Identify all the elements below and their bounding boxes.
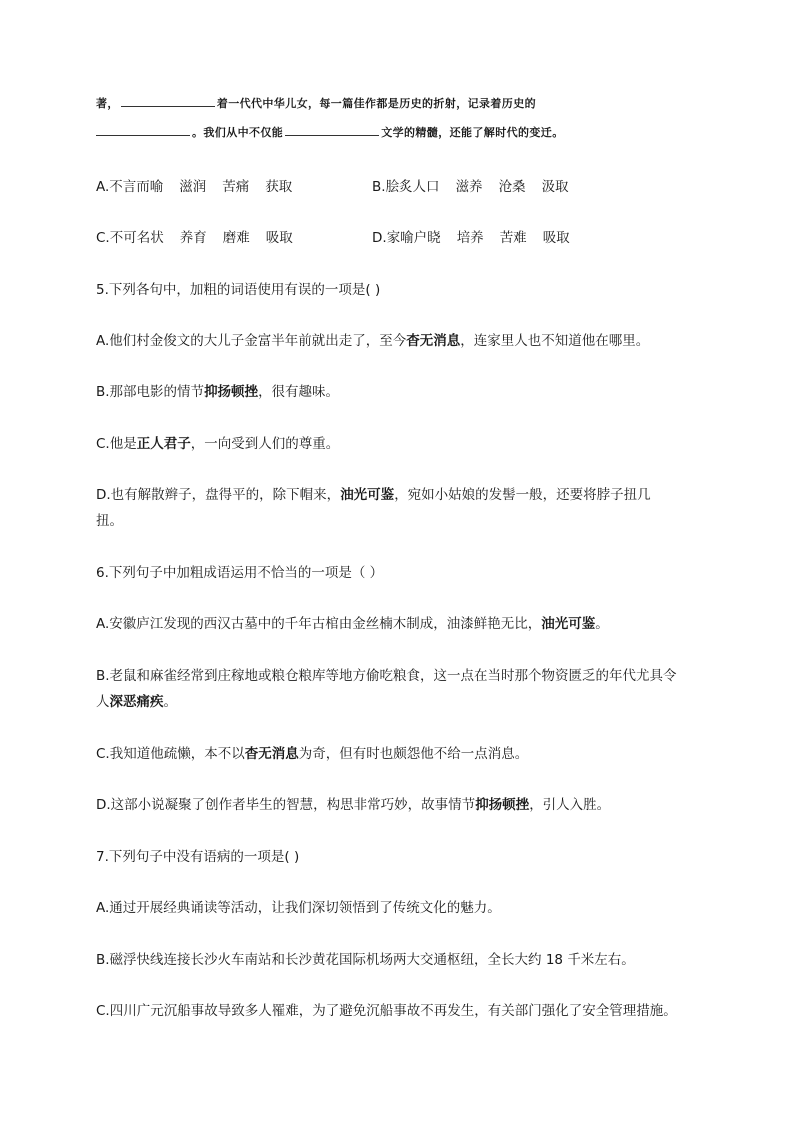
option-word: 苦难 — [499, 230, 527, 246]
bold-idiom: 抑扬顿挫 — [204, 384, 259, 400]
q4-option-a — [96, 178, 308, 197]
option-text: D.这部小说凝聚了创作者毕生的智慧，构思非常巧妙，故事情节 — [96, 797, 476, 813]
option-word: 不可名状 — [109, 230, 164, 246]
q5-option-d — [96, 486, 651, 505]
bold-idiom: 油光可鉴 — [541, 616, 596, 632]
option-word: 吸取 — [542, 230, 570, 246]
fill-blank — [121, 95, 215, 107]
option-word: 滋润 — [179, 179, 207, 195]
bold-idiom: 杳无消息 — [406, 333, 461, 349]
option-word: 汲取 — [541, 179, 569, 195]
bold-idiom: 深恶痛疾 — [109, 694, 164, 710]
q4-option-c — [96, 229, 309, 248]
bold-idiom: 正人君子 — [136, 436, 191, 452]
q4-option-d — [372, 229, 586, 248]
fill-blank — [285, 124, 379, 136]
bold-idiom: 杳无消息 — [244, 746, 299, 762]
option-word: 脍炙人口 — [385, 179, 440, 195]
q6-stem: 6.下列句子中加粗成语运用不恰当的一项是（ ） — [96, 565, 384, 581]
option-text: 。 — [163, 694, 177, 710]
option-letter: B. — [372, 179, 386, 195]
intro-text: 着一代代中华儿女，每一篇佳作都是历史的折射，记录着历史的 — [216, 97, 537, 110]
option-text: A.他们村金俊文的大儿子金富半年前就出走了，至今 — [96, 333, 407, 349]
q5-option-d-cont: 扭。 — [96, 513, 123, 529]
q6-option-d — [96, 796, 610, 815]
option-text: A.安徽庐江发现的西汉古墓中的千年古棺由金丝楠木制成，油漆鲜艳无比， — [96, 616, 542, 632]
option-text: C.我知道他疏懒，本不以 — [96, 746, 245, 762]
q7-option-c: C.四川广元沉船事故导致多人罹难，为了避免沉船事故不再发生，有关部门强化了安全管理措施。 — [96, 1003, 677, 1019]
q5-option-b — [96, 383, 339, 402]
option-letter: C. — [96, 230, 110, 246]
q6-option-b-cont — [96, 693, 177, 712]
q6-option-a — [96, 615, 609, 634]
intro-line-1 — [96, 95, 536, 111]
option-word: 吸取 — [265, 230, 293, 246]
option-word: 苦痛 — [222, 179, 250, 195]
option-text: C.他是 — [96, 436, 137, 452]
bold-idiom: 油光可鉴 — [340, 487, 395, 503]
option-text: D.也有解散辫子，盘得平的，除下帽来， — [96, 487, 341, 503]
option-text: ，宛如小姑娘的发髻一般，还要将脖子扭几 — [394, 487, 651, 503]
option-letter: A. — [96, 179, 110, 195]
option-text: ，很有趣味。 — [258, 384, 340, 400]
option-text: 为奇，但有时也颇怨他不给一点消息。 — [298, 746, 529, 762]
intro-line-2 — [96, 124, 564, 140]
intro-text: 。我们从中不仅能 — [192, 126, 284, 139]
option-word: 滋养 — [455, 179, 483, 195]
option-word: 不言而喻 — [109, 179, 164, 195]
fill-blank — [96, 124, 190, 136]
q7-stem: 7.下列句子中没有语病的一项是( ) — [96, 849, 300, 865]
q5-stem: 5.下列各句中，加粗的词语使用有误的一项是( ) — [96, 282, 381, 298]
option-word: 培养 — [456, 230, 484, 246]
option-word: 沧桑 — [498, 179, 526, 195]
q5-option-c — [96, 435, 339, 454]
option-word: 养育 — [179, 230, 207, 246]
option-word: 获取 — [265, 179, 293, 195]
q7-option-b: B.磁浮快线连接长沙火车南站和长沙黄花国际机场两大交通枢纽，全长大约 18 千米左右。 — [96, 952, 635, 968]
option-letter: D. — [372, 230, 387, 246]
q6-option-b: B.老鼠和麻雀经常到庄稼地或粮仓粮库等地方偷吃粮食，这一点在当时那个物资匮乏的年代尤具令 — [96, 668, 677, 684]
option-text: ，引人入胜。 — [529, 797, 611, 813]
intro-text: 著， — [96, 97, 119, 110]
q5-option-a — [96, 332, 649, 351]
q6-option-c — [96, 745, 528, 764]
intro-text: 文学的精髓，还能了解时代的变迁。 — [381, 126, 564, 139]
bold-idiom: 抑扬顿挫 — [475, 797, 530, 813]
option-text: ，连家里人也不知道他在哪里。 — [460, 333, 650, 349]
option-word: 磨难 — [222, 230, 250, 246]
option-text: 。 — [595, 616, 609, 632]
option-text: B.那部电影的情节 — [96, 384, 205, 400]
option-word: 家喻户晓 — [386, 230, 441, 246]
option-text: 人 — [96, 694, 110, 710]
q7-option-a: A.通过开展经典诵读等活动，让我们深切领悟到了传统文化的魅力。 — [96, 900, 501, 916]
option-text: ，一向受到人们的尊重。 — [190, 436, 340, 452]
q4-option-b — [372, 178, 585, 197]
